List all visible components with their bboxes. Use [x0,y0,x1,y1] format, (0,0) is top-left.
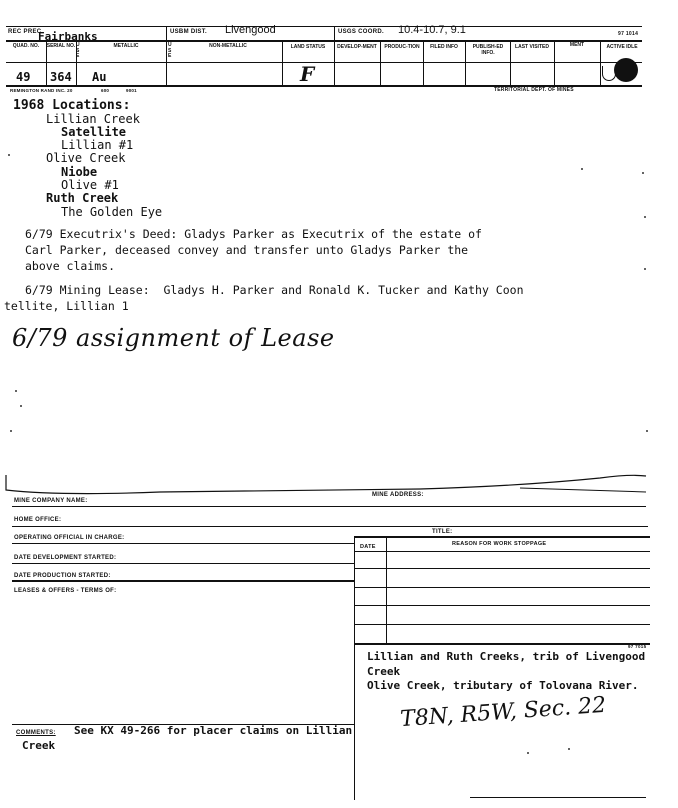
printer-code-1: 600 [101,88,110,93]
location-olive-creek: Olive Creek [46,151,126,165]
printer-code-2: 9001 [126,88,137,93]
lease-line-2: tellite, Lillian 1 [4,299,129,313]
location-desc-line-1: Lillian and Ruth Creeks, trib of Livengood [367,650,646,663]
col-active-idle: ACTIVE IDLE [606,44,638,50]
col-metallic: METALLIC [113,43,139,49]
handwritten-assignment: 6/79 assignment of Lease [12,324,335,352]
metallic-value: Au [92,70,107,84]
printer-label: REMINGTON RAND INC. 20 [10,88,73,93]
comments-line-2: Creek [22,739,56,752]
comments-line-1: See KX 49-266 for placer claims on Lillian [74,724,353,737]
reason-col-header: REASON FOR WORK STOPPAGE [452,541,547,547]
location-desc-line-2: Creek [367,665,401,678]
col-use-metallic: U S E [76,42,80,59]
location-golden-eye: The Golden Eye [61,205,163,219]
leases-offers-label: LEASES & OFFERS - TERMS OF: [14,588,117,594]
deed-line-2: Carl Parker, deceased convey and transfer unto Gladys Parker the [25,243,469,257]
deed-line-1: 6/79 Executrix's Deed: Gladys Parker as Executrix of the estate of [25,227,482,241]
date-dev-started-label: DATE DEVELOPMENT STARTED: [14,555,117,561]
active-status-dot [614,58,638,82]
usgs-coord-value: 10.4-10.7, 9.1 [398,24,466,36]
home-office-label: HOME OFFICE: [14,517,62,523]
date-prod-started-label: DATE PRODUCTION STARTED: [14,573,111,579]
col-production: PRODUC-TION [384,44,420,50]
torn-edge [0,470,678,500]
land-status-value: F [300,62,315,86]
date-col-header: DATE [360,544,376,550]
idle-arc [602,66,616,81]
col-nonmetallic: NON-METALLIC [209,43,247,49]
col-quad: QUAD. NO. [12,43,40,49]
operating-official-label: OPERATING OFFICIAL IN CHARGE: [14,535,125,541]
rec-prec-value: Fairbanks [38,30,98,43]
location-satellite: Satellite [61,125,127,139]
mine-address-label: MINE ADDRESS: [372,492,424,498]
handwritten-township: T8N, R5W, Sec. 22 [399,692,607,733]
location-olive1: Olive #1 [61,178,119,192]
mine-company-name-label: MINE COMPANY NAME: [14,498,88,504]
locations-title: 1968 Locations: [13,98,131,113]
deed-line-3: above claims. [25,259,116,273]
location-lillian1: Lillian #1 [61,138,134,152]
col-ment: MENT [569,42,585,48]
usgs-coord-label: USGS COORD. [338,29,384,35]
usbm-dist-label: USBM DIST. [170,29,208,35]
location-ruth-creek: Ruth Creek [46,191,119,205]
territorial-dept: TERRITORIAL DEPT. OF MINES [494,87,574,93]
location-niobe: Niobe [61,165,98,179]
form-code-bottom: 97 7015 [628,644,647,649]
form-code-top: 97 1014 [618,31,639,37]
col-use-nonmetallic: U S E [168,42,172,59]
rec-prec-label: REC PREC. [8,29,44,35]
lease-line-1: 6/79 Mining Lease: Gladys H. Parker and Ronald K. Tucker and Kathy Coon [25,283,524,297]
col-filed-info: FILED INFO [430,44,458,50]
col-last-visited: LAST VISITED [515,44,549,50]
col-development: DEVELOP-MENT [337,44,377,50]
title-label: TITLE: [432,529,453,535]
comments-label: COMMENTS: [16,730,56,736]
quad-value: 49 [16,70,31,84]
usbm-dist-value: Livengood [225,24,276,36]
col-land-status: LAND STATUS [290,44,326,50]
location-lillian-creek: Lillian Creek [46,112,140,126]
serial-value: 364 [50,70,72,84]
location-desc-line-3: Olive Creek, tributary of Tolovana River. [367,679,639,692]
col-serial: SERIAL NO. [46,43,76,49]
col-published-info: PUBLISH-ED INFO. [472,44,504,56]
